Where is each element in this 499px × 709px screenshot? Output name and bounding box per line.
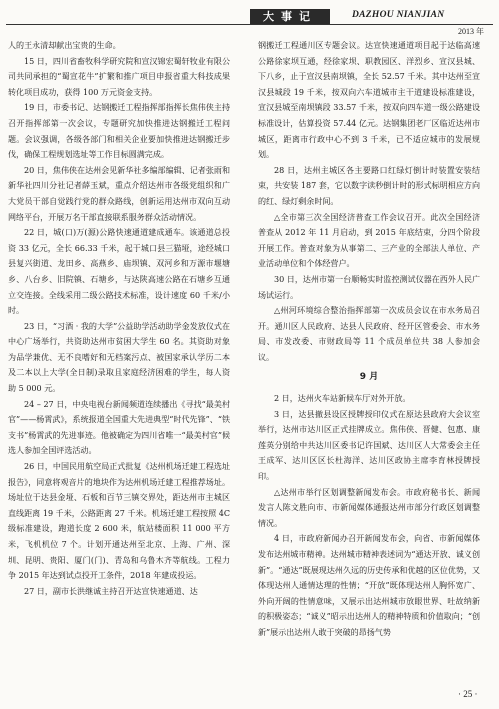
entry-paragraph: 26 日，中国民用航空局正式批复《达州机场迁建工程选址报告》，同意将观音片的地块作为达州机场迁建工程推荐场址。场址位于达县金垭、石板和百节三镇交界处，距达州市主城区直线距离 19 千米，公路距离 27 千米。机场迁建工程按照 4C 级标准建设，跑道长度 2 600 米，航站楼面积 11 000 平方米，飞机机位 7 个。计划开通达州至北京、上海、广州、深圳、昆明、贵阳、厦门(门)、青岛和乌鲁木齐等航线。工程力争 2015 年达到试点投开工条件，2018 年建成投运。 (8, 462, 230, 581)
entry-paragraph: △全市第三次全国经济普查工作会议召开。此次全国经济普查从 2012 年 11 月启动，到 2015 年底结束，分四个阶段开展工作。普查对象为从事第二、三产业的全部法人单位、产业活动单位和个体经营户。 (258, 212, 480, 269)
entry-paragraph: 4 日，市政府新闻办召开新闻发布会，向省、市新闻媒体发布达州城市精神。达州城市精神表述词为“通达开放、诚义创新”。“通达”既展现达州久远的历史传承和优越的区位优势，又体现达州人通情达理的性情；“开放”既体现达州人胸怀宽广、外向开阔的性情意味，又展示出达州城市放眼世界、吐故纳新的积极姿态；“诚义”昭示出达州人的精神特质和价值取向；“创新”展示出达州人敢于突破的昂扬气势 (258, 534, 480, 637)
entry-paragraph: 28 日，达州主城区各主要路口红绿灯倒计时装置安装结束，共安装 187 套，它以数字读秒倒计时的形式标明相应方向的红、绿灯剩余时间。 (258, 165, 480, 206)
entry-paragraph: △达州市举行区划调整新闻发布会。市政府秘书长、新闻发言人陈文胜向市、市新闻媒体通报达州市部分行政区划调整情况。 (258, 487, 480, 528)
entry-paragraph: 19 日，市委书记、达钢搬迁工程指挥部指挥长焦伟侠主持召开指挥部第一次会议，专题研究加快推进达钢搬迁工程问题。会议强调，各级各部门和相关企业要加快推进达钢搬迁步伐，确保工程规划选址等工作目标圆满完成。 (8, 103, 230, 160)
entry-paragraph: 钢搬迁工程通川区专题会议。达宣快速通道项目起于达临高速公路徐家坝互通，经徐家坝、职教园区、洋烈乡、宣汉县城、下八乡，止于宣汉县南坝镇，全长 52.57 千米。其中达州至宣汉县城段 19 千米，按双向六车道城市主干道建设标准建设，宣汉县城至南坝镇段 33.57 千米，按双向四车道一级公路建设标准设计，估算投资 57.44 亿元。达钢集团老厂区临近达州市城区，距离市行政中心不到 3 千米，已不适应城市的发展规划。 (258, 41, 480, 160)
entry-paragraph: 20 日，焦伟侠在达州会见新华社多编部编辑、记者张雨和新华社四川分社记者薛玉斌，重点介绍达州市各级党组织和广大党员干部自觉践行党的群众路线，创新运用达州市双向互动网络平台，开展万名干部直接联系服务群众活动情况。 (8, 165, 230, 222)
month-heading: 9 月 (359, 372, 379, 383)
entry-paragraph: 2 日，达州火车站新候车厅对外开放。 (274, 394, 411, 404)
entry-paragraph: 人的王永清却献出宝贵的生命。 (8, 41, 121, 50)
left-column (8, 38, 230, 599)
entry-paragraph: 30 日，达州市第一台顺畅实时监控测试仪器在西外人民广场试运行。 (258, 274, 480, 300)
entry-paragraph: 27 日，副市长洪继诚主持召开达宣快速通道、达 (24, 586, 198, 596)
entry-paragraph: 23 日，“习酒 · 我的大学”公益助学活动助学金发放仪式在中心广场举行，共资助达州市贫困大学生 60 名。其资助对象为品学兼优、无不良嗜好和无档案污点、被国家承认学历二本及二本以上大学(全日制)录取且家庭经济困难的学生，每人资助 5 000 元。 (8, 321, 230, 394)
right-column-entries-september (258, 391, 480, 641)
header-rule (6, 24, 493, 25)
entry-paragraph: △州河环境综合整治指挥部第一次成员会议在市水务局召开。通川区人民政府、达县人民政府、经开区管委会、市水务局、市发改委、市财政局等 11 个成员单位共 38 人参加会议。 (258, 306, 480, 362)
section-title: 大事记 (250, 9, 330, 24)
page-number: · 25 · (458, 689, 478, 699)
right-column-entries-august (258, 38, 480, 365)
entry-paragraph: 22 日，城(口)万(源)公路快速通道建成通车。该通道总投资 33 亿元，全长 66.33 千米，起于城口县三猫垭，途经城口县复兴街道、龙田乡、高燕乡、庙坝镇、双河乡和万源市堰塘乡、八台乡、旧院镇、石塘乡，与达陕高速公路在石塘乡互通立交连接。全线采用二级公路技术标准，设计速度 60 千米/小时。 (8, 228, 230, 316)
yearbook-title-en: DAZHOU NIANJIAN (352, 10, 445, 20)
header-year: 2013 年 (458, 27, 484, 36)
entry-paragraph: 24 – 27 日，中央电视台新闻频道连续播出《寻找“最美村官”——杨霄武》，系统报道全国重大先进典型“时代先锋”、“铁支书”杨霄武的先进事迹。他被确定为四川省唯一“最美村官”候选人参加全国评选活动。 (8, 399, 230, 456)
right-column (258, 38, 480, 641)
entry-paragraph: 15 日，四川省畜牧科学研究院和宣汉锦宏蜀轩牧业有限公司共同承担的“蜀宣花牛”扩繁和推广项目申报省重大科技成果转化项目成功，获得 100 万元资金支持。 (8, 56, 230, 97)
entry-paragraph: 3 日，达县撤县设区授牌授印仪式在原达县政府大会议室举行，达州市达川区正式挂牌成立。焦伟侠、晋健、包惠、康莲英分别给中共达川区委书记许国斌、达川区人大常委会主任王成军、达川区区长杜海洋、达川区政协主席李育林授牌授印。 (258, 409, 480, 482)
page-header (0, 0, 499, 36)
